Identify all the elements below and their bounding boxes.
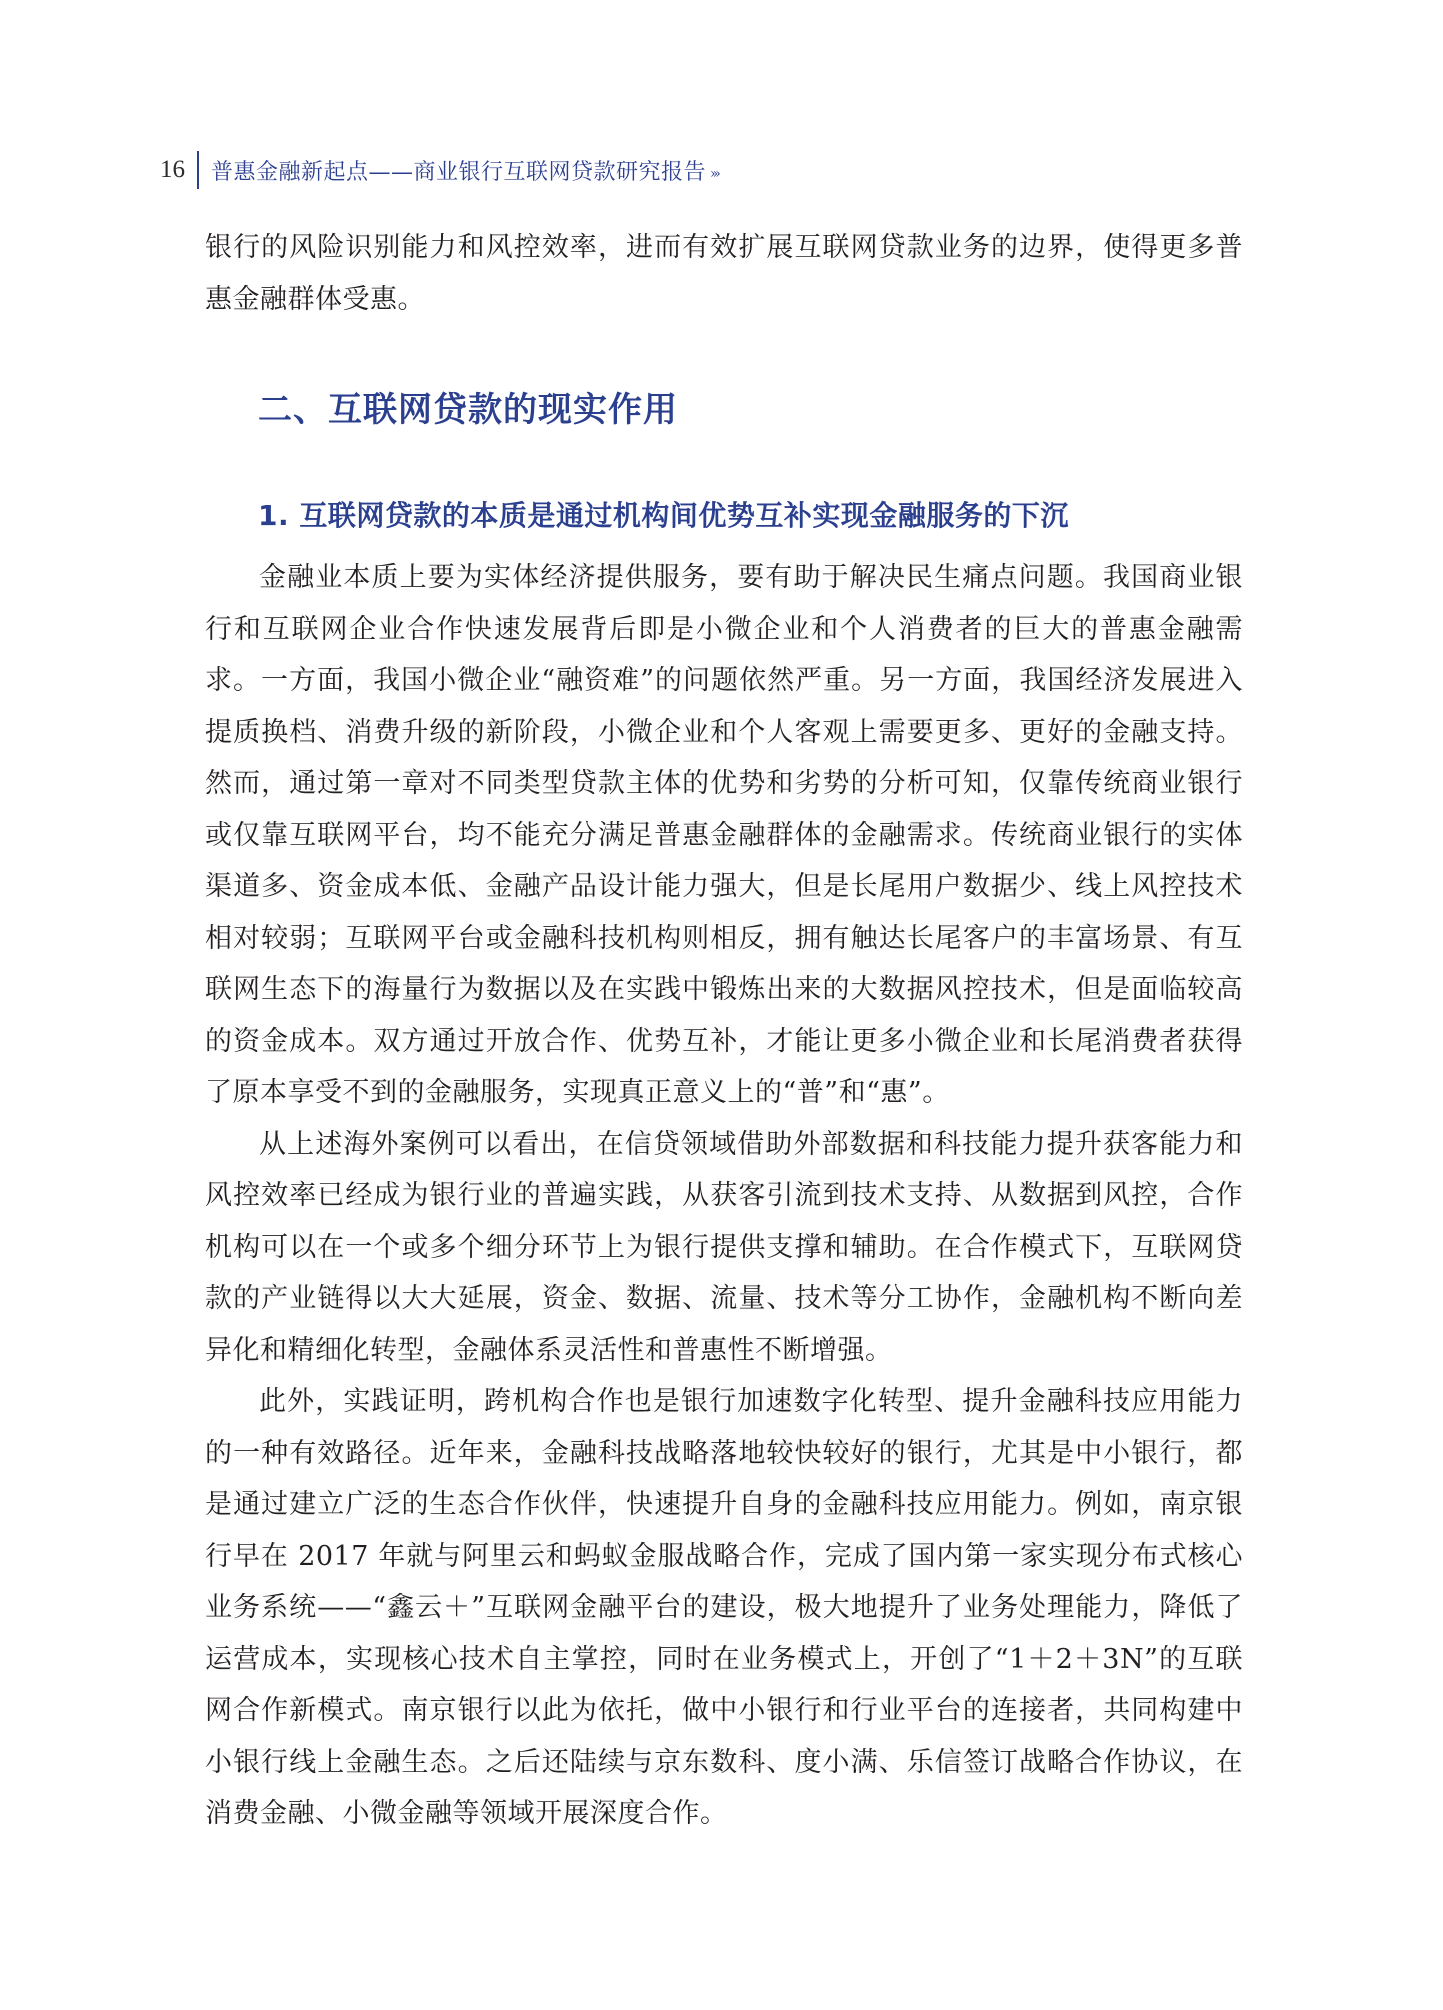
body-paragraph: 此外，实践证明，跨机构合作也是银行加速数字化转型、提升金融科技应用能力的一种有效路径。近年来，金融科技战略落地较快较好的银行，尤其是中小银行，都是通过建立广泛的生态合作伙伴，快速提升自身的金融科技应用能力。例如，南京银行早在 2017 年就与阿里云和蚂蚁金服战略合作，完成了国内第一家实现分布式核心业务系统——“鑫云＋”互联网金融平台的建设，极大地提升了业务处理能力，降低了运营成本，实现核心技术自主掌控，同时在业务模式上，开创了“1＋2＋3N”的互联网合作新模式。南京银行以此为依托，做中小银行和行业平台的连接者，共同构建中小银行线上金融生态。之后还陆续与京东数科、度小满、乐信签订战略合作协议，在消费金融、小微金融等领域开展深度合作。	[205, 1386, 1243, 1829]
header-divider	[197, 151, 199, 189]
main-text-block	[205, 552, 1243, 1840]
intro-block	[205, 222, 1243, 325]
body-paragraph: 从上述海外案例可以看出，在信贷领域借助外部数据和科技能力提升获客能力和风控效率已经成为银行业的普遍实践，从获客引流到技术支持、从数据到风控，合作机构可以在一个或多个细分环节上为银行提供支撑和辅助。在合作模式下，互联网贷款的产业链得以大大延展，资金、数据、流量、技术等分工协作，金融机构不断向差异化和精细化转型，金融体系灵活性和普惠性不断增强。	[205, 1128, 1243, 1366]
body-paragraph: 金融业本质上要为实体经济提供服务，要有助于解决民生痛点问题。我国商业银行和互联网企业合作快速发展背后即是小微企业和个人消费者的巨大的普惠金融需求。一方面，我国小微企业“融资难”的问题依然严重。另一方面，我国经济发展进入提质换档、消费升级的新阶段，小微企业和个人客观上需要更多、更好的金融支持。然而，通过第一章对不同类型贷款主体的优势和劣势的分析可知，仅靠传统商业银行或仅靠互联网平台，均不能充分满足普惠金融群体的金融需求。传统商业银行的实体渠道多、资金成本低、金融产品设计能力强大，但是长尾用户数据少、线上风控技术相对较弱；互联网平台或金融科技机构则相反，拥有触达长尾客户的丰富场景、有互联网生态下的海量行为数据以及在实践中锻炼出来的大数据风控技术，但是面临较高的资金成本。双方通过开放合作、优势互补，才能让更多小微企业和长尾消费者获得了原本享受不到的金融服务，实现真正意义上的“普”和“惠”。	[205, 562, 1243, 1108]
running-title: 普惠金融新起点——商业银行互联网贷款研究报告	[211, 159, 707, 185]
subsection-heading: 1. 互联网贷款的本质是通过机构间优势互补实现金融服务的下沉	[258, 499, 1069, 532]
page-header	[160, 150, 718, 190]
page-number: 16	[160, 156, 185, 183]
chevron-right-icon: ›››	[710, 166, 718, 182]
intro-paragraph: 银行的风险识别能力和风控效率，进而有效扩展互联网贷款业务的边界，使得更多普惠金融群体受惠。	[205, 232, 1243, 315]
section-heading: 二、互联网贷款的现实作用	[258, 390, 678, 430]
